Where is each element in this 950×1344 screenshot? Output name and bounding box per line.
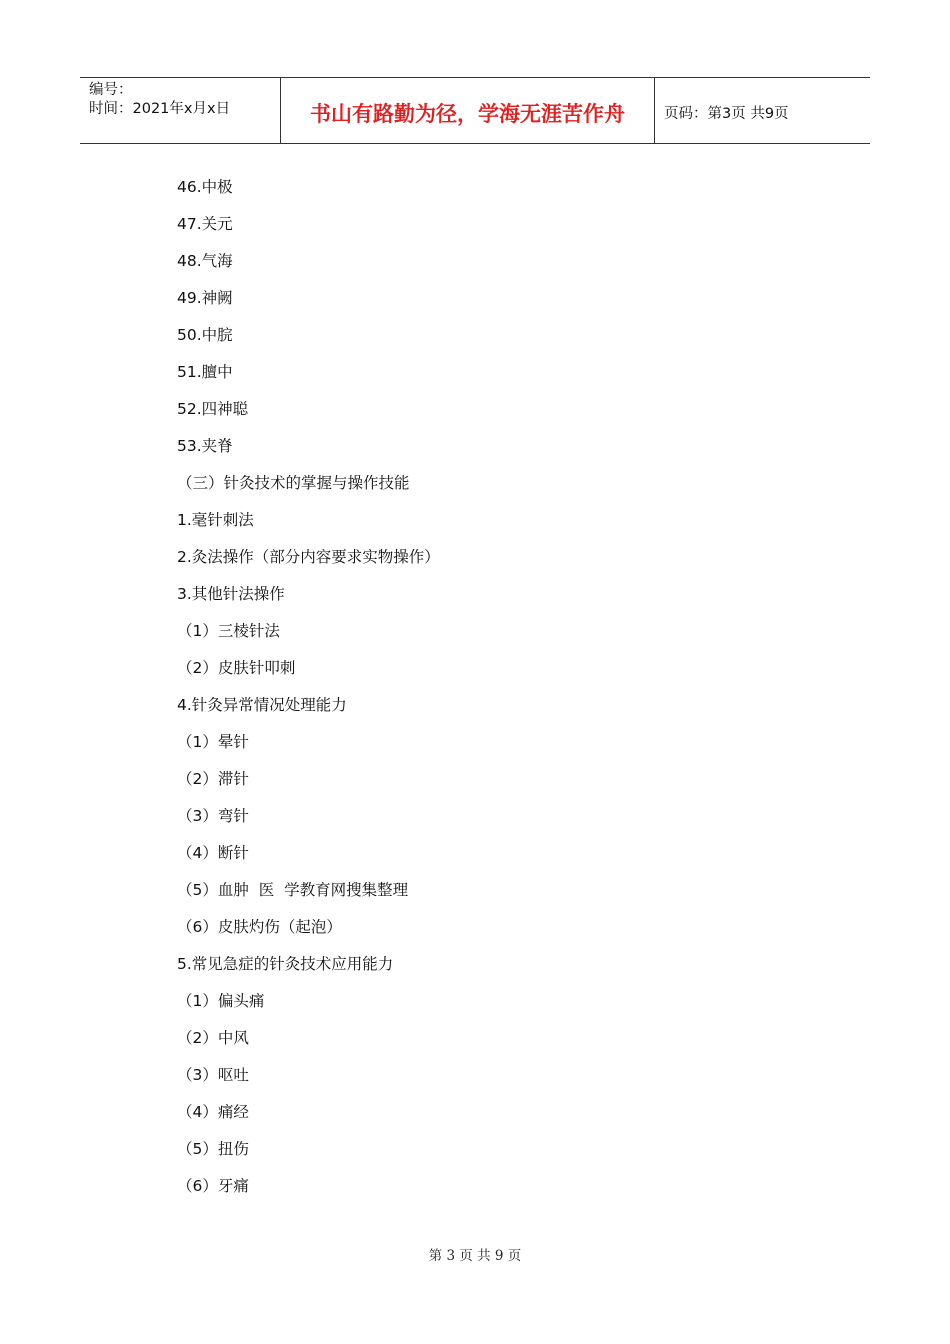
list-item: 51.膻中 (177, 363, 233, 381)
list-item: 1.毫针刺法 (177, 511, 254, 529)
list-item: （6）皮肤灼伤（起泡） (177, 918, 342, 936)
list-item: 46.中极 (177, 178, 233, 196)
header-page-info: 页码：第3页 共9页 (664, 106, 789, 122)
list-item: （2）皮肤针叩刺 (177, 659, 296, 677)
list-item: 52.四神聪 (177, 400, 249, 418)
page-footer: 第 3 页 共 9 页 (428, 1248, 522, 1264)
list-item: （1）偏头痛 (177, 992, 265, 1010)
list-item: （4）痛经 (177, 1103, 249, 1121)
list-item: 48.气海 (177, 252, 233, 270)
list-item: （1）三棱针法 (177, 622, 280, 640)
document-header (80, 77, 870, 144)
header-meta-cell (80, 78, 281, 143)
list-item: 4.针灸异常情况处理能力 (177, 696, 347, 714)
document-body (177, 171, 797, 1207)
list-item: 50.中脘 (177, 326, 233, 344)
list-item: 47.关元 (177, 215, 233, 233)
list-item: 2.灸法操作（部分内容要求实物操作） (177, 548, 440, 566)
list-item: 49.神阙 (177, 289, 233, 307)
list-item: （4）断针 (177, 844, 249, 862)
list-item: （3）弯针 (177, 807, 249, 825)
document-date: 时间：2021年x月x日 (89, 101, 231, 117)
header-motto: 书山有路勤为径，学海无涯苦作舟 (281, 78, 655, 143)
document-number-label: 编号： (89, 82, 133, 98)
list-item: （3）呕吐 (177, 1066, 249, 1084)
list-item: （2）滞针 (177, 770, 249, 788)
list-item: 5.常见急症的针灸技术应用能力 (177, 955, 394, 973)
list-item: （6）牙痛 (177, 1177, 249, 1195)
list-item: （2）中风 (177, 1029, 249, 1047)
list-item: 53.夹脊 (177, 437, 233, 455)
list-item: （5）扭伤 (177, 1140, 249, 1158)
list-item: 3.其他针法操作 (177, 585, 285, 603)
list-item: （1）晕针 (177, 733, 249, 751)
list-item: （5）血肿 医 学教育网搜集整理 (177, 881, 409, 899)
section-heading: （三）针灸技术的掌握与操作技能 (177, 474, 410, 492)
